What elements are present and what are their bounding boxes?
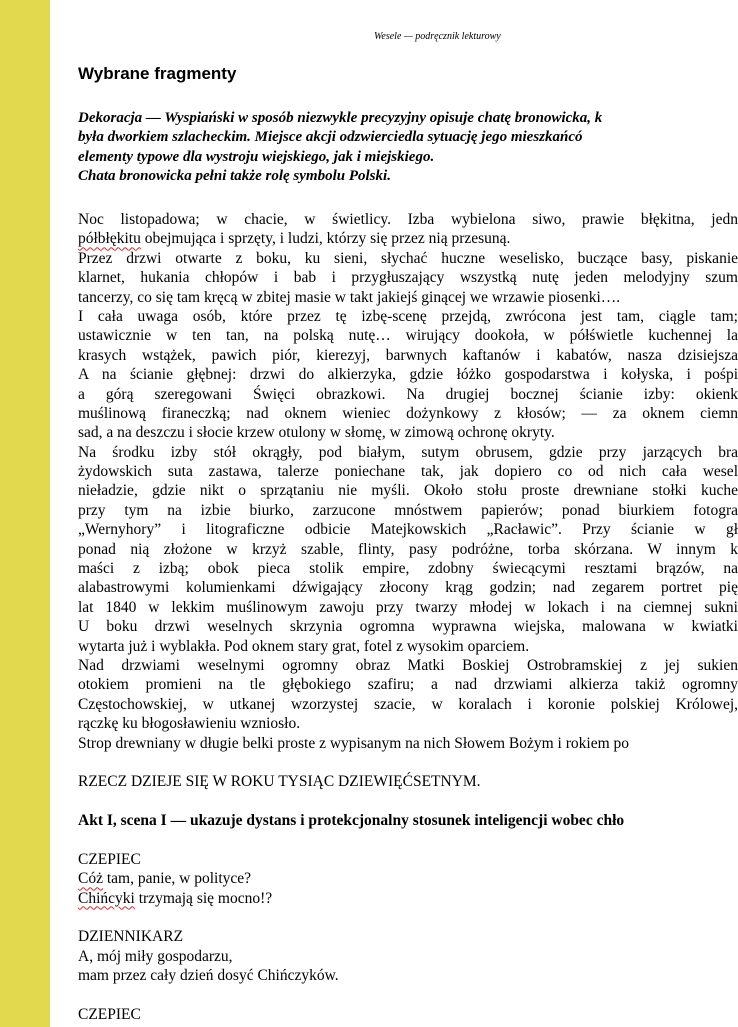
spelling-flag: półbłękitu — [78, 230, 141, 248]
text-line: alabastrowymi kolumienkami dźwigający złocony krąg godzin; nad zegarem portret pię — [78, 579, 738, 597]
text-line: a górą szeregowani Święci obrazkowi. Na drugiej bocznej ścianie izby: okienk — [78, 385, 738, 403]
text-line: krasych wstążek, pawich piór, kierezyj, barwnych kaftanów i kabatów, nasza dzisiejsza — [78, 346, 738, 364]
intro-line: Dekoracja — Wyspiański w sposób niezwykle precyzyjny opisuje chatę bronowicka, k — [78, 110, 603, 126]
text-line: rączkę ku błogosławieniu wzniosło. — [78, 715, 301, 733]
intro-line: Chata bronowicka pełni także rolę symbolu Polski. — [78, 168, 391, 185]
text-line: maści z izbą; obok pieca stolik empire, zdobny świecącymi resztami brązów, na — [78, 560, 738, 578]
text-line: wytarta już i wyblakła. Pod oknem stary grat, fotel z wysokim oparciem. — [78, 637, 530, 655]
text-line: Na środku izby stół okrągły, pod białym, sutym obrusem, gdzie przy jarzących bra — [78, 443, 738, 461]
text-line: muślinową firaneczką; nad oknem wieniec dożynkowy z kłosów; — za oknem ciemn — [78, 404, 738, 422]
dialogue-line — [78, 869, 738, 888]
text-line: przy tym na izbie biurko, zarzucone mnóstwem papierów; ponad biurkiem fotogra — [78, 501, 738, 519]
text-line: Nad drzwiami weselnymi ogromny obraz Matki Boskiej Ostrobramskiej z jej sukien — [78, 656, 738, 674]
text-line: U boku drzwi weselnych skrzynia ogromna wyprawna wiejska, malowana w kwiatki — [78, 618, 738, 636]
text-span: obejmująca i sprzęty, i ludzi, którzy się przez nią przesuną. — [140, 230, 511, 248]
dialogue-line: mam przez cały dzień dosyć Chińczyków. — [78, 967, 339, 985]
intro-paragraph — [78, 109, 602, 187]
text-line: A na ścianie głębnej: drzwi do alkierzyka, gdzie łóżko gospodarstwa i kołyska, i pośpi — [78, 366, 738, 384]
speaker-name: DZIENNIKARZ — [78, 928, 184, 946]
act-heading: Akt I, scena I — ukazuje dystans i protekcjonalny stosunek inteligencji wobec chło — [78, 812, 625, 830]
intro-line: elementy typowe dla wystroju wiejskiego, jak i miejskiego. — [78, 148, 435, 165]
text-line: Noc listopadowa; w chacie, w świetlicy. Izba wybielona siwo, prawie błękitna, jedn — [78, 211, 738, 228]
text-line — [78, 229, 738, 248]
text-span: tam, panie, w polityce? — [102, 870, 252, 888]
text-span: trzymają się mocno!? — [134, 889, 273, 907]
dialogue-line — [78, 889, 738, 908]
yellow-margin-bar — [0, 0, 50, 1027]
document-page — [50, 0, 738, 1027]
spelling-flag: Cóż — [78, 870, 103, 888]
text-line: ponad nią złożone w krzyż szable, flinty, pasy podróżne, torba skórzana. W innym k — [78, 540, 738, 558]
dialogue-line: A, mój miły gospodarzu, — [78, 947, 233, 965]
text-line: Przez drzwi otwarte z boku, ku sieni, słychać huczne weselisko, buczące basy, piskanie — [78, 249, 738, 267]
speaker-name: CZEPIEC — [78, 1006, 141, 1024]
time-note: RZECZ DZIEJE SIĘ W ROKU TYSIĄC DZIEWIĘĆSETNYM. — [78, 773, 481, 791]
spelling-flag: Chińcyki — [78, 889, 135, 907]
text-line: otokiem promieni na tle głębokiego szafiru; a nad drzwiami alkierza takiż ogromny — [78, 676, 738, 694]
intro-line: była dworkiem szlacheckim. Miejsce akcji odzwierciedla sytuację jego mieszkańcó — [78, 129, 583, 146]
text-line: żydowskich suta zastawa, talerze poniechane tak, jak dopiero co od nich cała wesel — [78, 463, 738, 481]
text-line: „Wernyhory” i litograficzne odbicie Matejkowskich „Racławic”. Przy ścianie w gł — [78, 521, 738, 539]
speaker-name: CZEPIEC — [78, 850, 141, 868]
text-line: Strop drewniany w długie belki proste z wypisanym na nich Słowem Bożym i rokiem po — [78, 734, 630, 752]
text-line: Częstochowskiej, w utkanej wzorzystej szacie, w koralach i koronie polskiej Królowej, — [78, 695, 738, 713]
running-header: Wesele — podręcznik lekturowy — [374, 31, 501, 42]
section-heading: Wybrane fragmenty — [78, 64, 237, 83]
text-line: nieładzie, gdzie nikt o sprzątaniu nie myśli. Około stołu proste drewniane stołki kuche — [78, 482, 738, 500]
text-line: I cała uwaga osób, które przez tę izbę-scenę przejdą, zwrócona jest tam, ciągle tam; — [78, 307, 738, 325]
text-line: tancerzy, co się tam kręcą w zbitej masie w takt jakiejś ginącej we wrzawie piosenki…. — [78, 288, 621, 306]
play-text — [78, 210, 738, 1024]
text-line: lat 1840 w lekkim muślinowym zawoju przy twarzy młodej w lokach i na ciemnej sukni — [78, 598, 738, 616]
text-line: sad, a na deszczu i słocie krzew otulony w słomę, w zimową ochronę okryty. — [78, 424, 555, 442]
text-line: klarnet, hukania chłopów i bab i przygłuszający wszystką nutę jeden melodyjny szum — [78, 269, 738, 287]
text-line: ustawicznie w ten tan, na polską nutę… wirujący dookoła, w półświetle kuchennej la — [78, 327, 738, 345]
